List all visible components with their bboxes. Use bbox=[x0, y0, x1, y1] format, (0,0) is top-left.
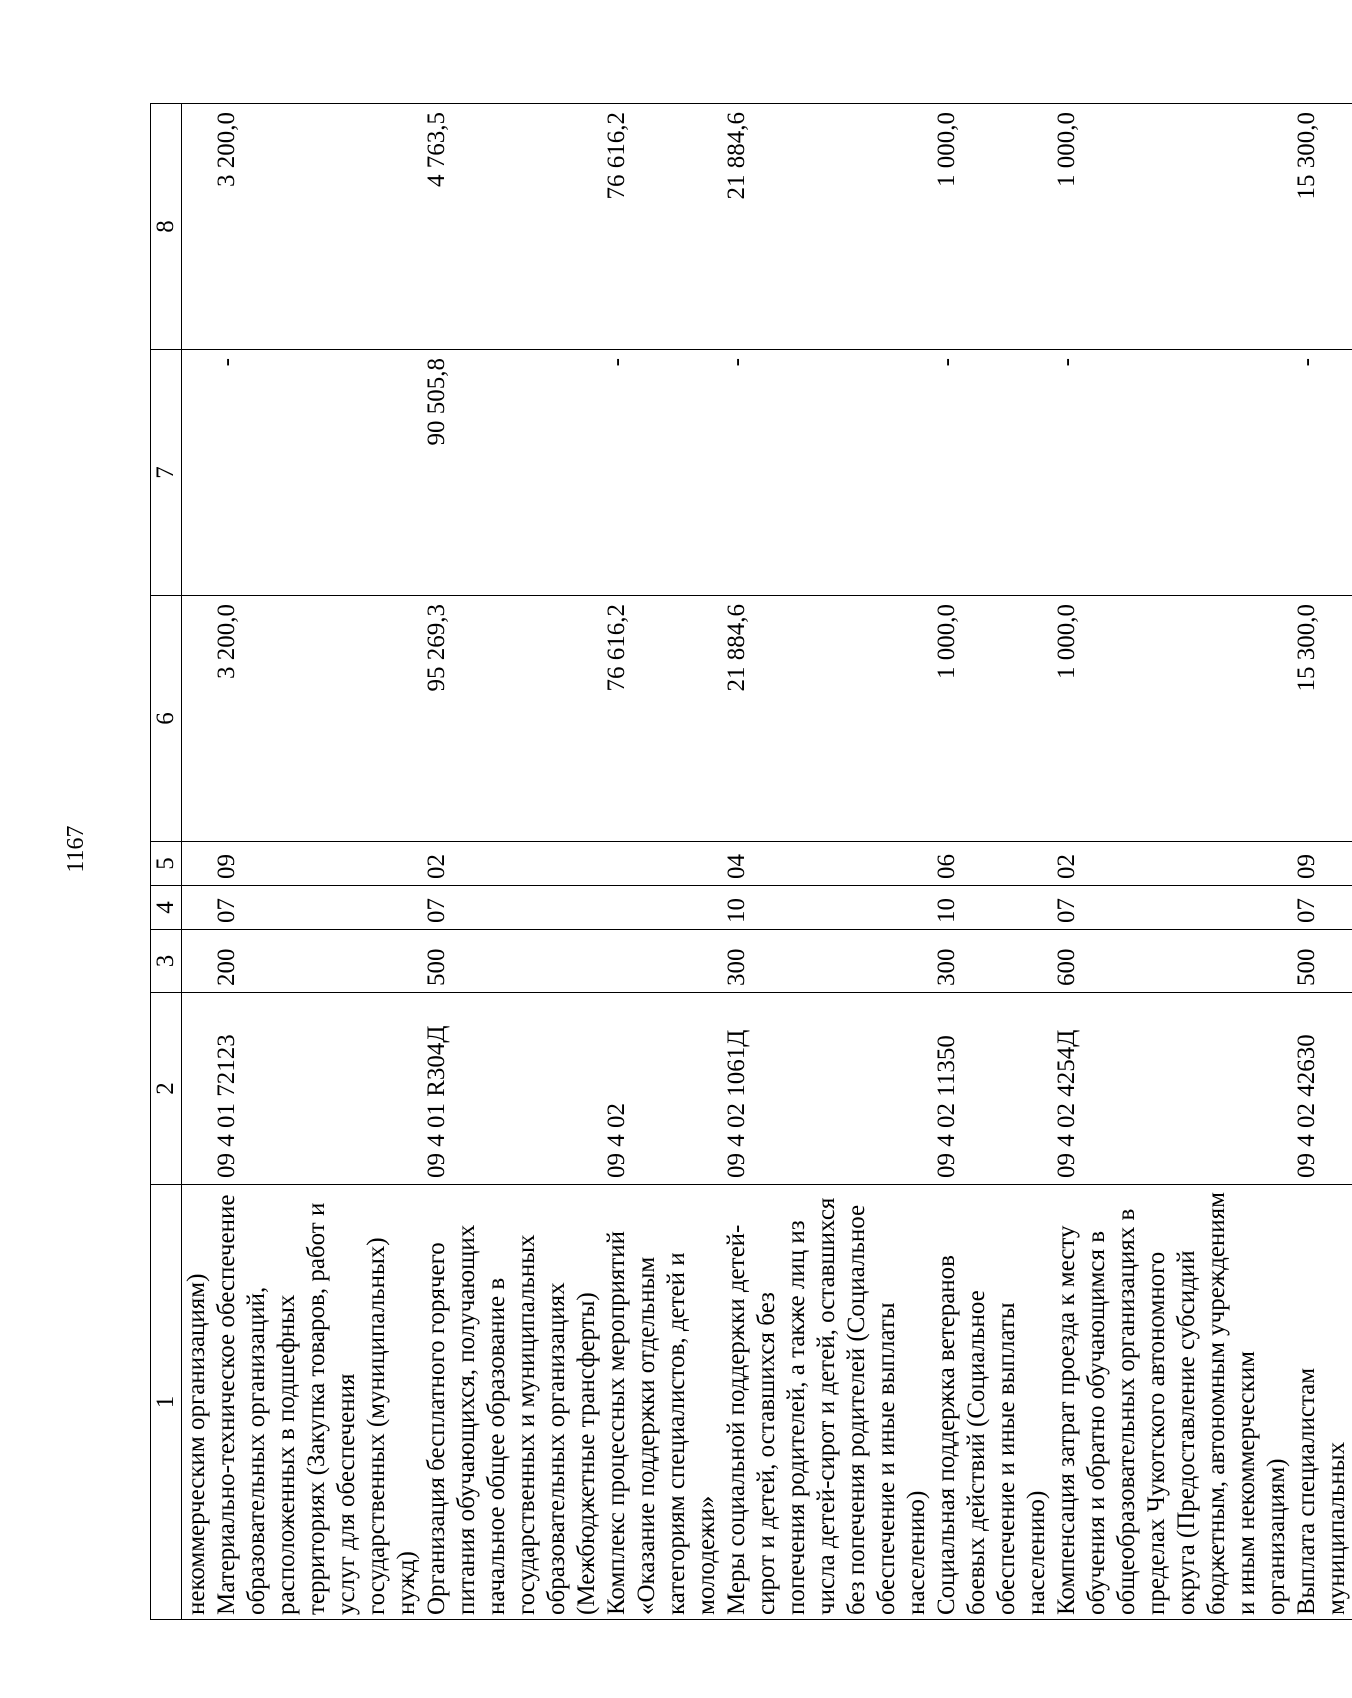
table-row bbox=[422, 104, 602, 1620]
row-name: Меры социальной поддержки детей-сирот и детей, оставшихся без попечения родителей, а также лиц из числа детей-сирот и детей, оставшихся без попечения родителей (Социальное обеспечение и иные выплаты населению) bbox=[722, 1185, 932, 1620]
table-header-row bbox=[151, 104, 182, 1620]
row-section bbox=[182, 886, 213, 930]
column-header: 6 bbox=[151, 596, 182, 842]
row-expense-type bbox=[182, 930, 213, 993]
table-row bbox=[932, 104, 1052, 1620]
row-code: 09 4 01 72123 bbox=[212, 993, 422, 1185]
row-amount-col7: - bbox=[722, 350, 932, 596]
row-expense-type: 500 bbox=[422, 930, 602, 993]
row-amount-col8 bbox=[182, 104, 213, 350]
row-subsection: 02 bbox=[1052, 842, 1292, 886]
row-subsection: 04 bbox=[722, 842, 932, 886]
row-name: Организация бесплатного горячего питания обучающихся, получающих начальное общее образование в государственных и муниципальных образовательных организациях (Межбюджетные трансферты) bbox=[422, 1185, 602, 1620]
row-name: Выплата специалистам муниципальных bbox=[1292, 1185, 1352, 1620]
column-header: 3 bbox=[151, 930, 182, 993]
row-amount-col8: 1 000,0 bbox=[1052, 104, 1292, 350]
row-section: 07 bbox=[212, 886, 422, 930]
row-amount-total: 15 300,0 bbox=[1292, 596, 1352, 842]
row-code: 09 4 02 11350 bbox=[932, 993, 1052, 1185]
row-subsection: 09 bbox=[1292, 842, 1352, 886]
row-amount-col8: 1 000,0 bbox=[932, 104, 1052, 350]
row-subsection: 09 bbox=[212, 842, 422, 886]
column-header: 7 bbox=[151, 350, 182, 596]
row-name: некоммерческим организациям) bbox=[182, 1185, 213, 1620]
row-amount-total: 21 884,6 bbox=[722, 596, 932, 842]
row-amount-col8: 4 763,5 bbox=[422, 104, 602, 350]
row-amount-total: 1 000,0 bbox=[932, 596, 1052, 842]
table-row bbox=[722, 104, 932, 1620]
table-row bbox=[212, 104, 422, 1620]
row-expense-type: 200 bbox=[212, 930, 422, 993]
row-section: 10 bbox=[722, 886, 932, 930]
row-section: 07 bbox=[1292, 886, 1352, 930]
row-expense-type: 300 bbox=[932, 930, 1052, 993]
row-expense-type: 300 bbox=[722, 930, 932, 993]
row-amount-col7 bbox=[182, 350, 213, 596]
row-code bbox=[182, 993, 213, 1185]
table-body bbox=[182, 104, 1352, 1620]
row-subsection: 02 bbox=[422, 842, 602, 886]
column-header: 2 bbox=[151, 993, 182, 1185]
row-section bbox=[602, 886, 722, 930]
row-amount-col7: - bbox=[212, 350, 422, 596]
row-name: Материально-техническое обеспечение образовательных организаций, расположенных в подшефных территориях (Закупка товаров, работ и услуг для обеспечения государственных (муниципальных) нужд) bbox=[212, 1185, 422, 1620]
page-number: 1167 bbox=[63, 825, 89, 873]
table-row bbox=[182, 104, 213, 1620]
row-subsection bbox=[182, 842, 213, 886]
row-amount-total bbox=[182, 596, 213, 842]
table-row bbox=[1052, 104, 1292, 1620]
row-amount-col7: 90 505,8 bbox=[422, 350, 602, 596]
row-name: Социальная поддержка ветеранов боевых действий (Социальное обеспечение и иные выплаты населению) bbox=[932, 1185, 1052, 1620]
row-section: 07 bbox=[422, 886, 602, 930]
table-row bbox=[1292, 104, 1352, 1620]
row-amount-col8: 3 200,0 bbox=[212, 104, 422, 350]
row-subsection: 06 bbox=[932, 842, 1052, 886]
row-amount-col8: 21 884,6 bbox=[722, 104, 932, 350]
row-section: 07 bbox=[1052, 886, 1292, 930]
row-code: 09 4 02 bbox=[602, 993, 722, 1185]
row-code: 09 4 02 42630 bbox=[1292, 993, 1352, 1185]
row-code: 09 4 02 1061Д bbox=[722, 993, 932, 1185]
budget-table bbox=[150, 103, 1352, 1620]
column-header: 8 bbox=[151, 104, 182, 350]
row-amount-total: 76 616,2 bbox=[602, 596, 722, 842]
column-header: 5 bbox=[151, 842, 182, 886]
column-header: 1 bbox=[151, 1185, 182, 1620]
row-amount-total: 1 000,0 bbox=[1052, 596, 1292, 842]
row-amount-col7: - bbox=[602, 350, 722, 596]
row-code: 09 4 01 R304Д bbox=[422, 993, 602, 1185]
row-amount-col7: - bbox=[932, 350, 1052, 596]
row-expense-type: 500 bbox=[1292, 930, 1352, 993]
row-amount-col7: - bbox=[1292, 350, 1352, 596]
row-amount-col8: 76 616,2 bbox=[602, 104, 722, 350]
column-header: 4 bbox=[151, 886, 182, 930]
row-amount-total: 95 269,3 bbox=[422, 596, 602, 842]
row-amount-col8: 15 300,0 bbox=[1292, 104, 1352, 350]
row-name: Комплекс процессных мероприятий «Оказание поддержки отдельным категориям специалистов, детей и молодежи» bbox=[602, 1185, 722, 1620]
row-expense-type bbox=[602, 930, 722, 993]
row-amount-col7: - bbox=[1052, 350, 1292, 596]
row-subsection bbox=[602, 842, 722, 886]
row-code: 09 4 02 4254Д bbox=[1052, 993, 1292, 1185]
row-section: 10 bbox=[932, 886, 1052, 930]
row-expense-type: 600 bbox=[1052, 930, 1292, 993]
table-row bbox=[602, 104, 722, 1620]
row-name: Компенсация затрат проезда к месту обучения и обратно обучающимся в общеобразовательных организациях в пределах Чукотского автономного округа (Предоставление субсидий бюджетным, автономным учреждениям и иным некоммерческим организациям) bbox=[1052, 1185, 1292, 1620]
row-amount-total: 3 200,0 bbox=[212, 596, 422, 842]
